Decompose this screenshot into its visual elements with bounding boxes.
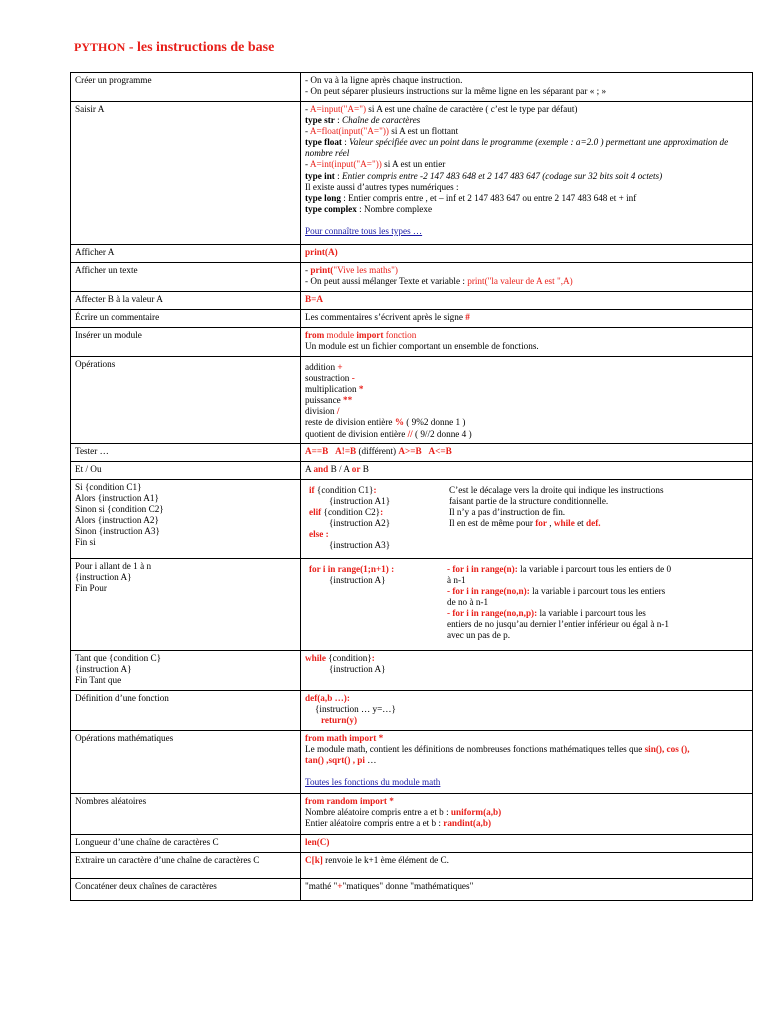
text-line	[305, 226, 748, 237]
text-line	[305, 807, 748, 818]
code-snippet: - for i in range(no,n):	[447, 585, 530, 596]
code-snippet: #	[465, 312, 470, 322]
label-line: Tant que {condition C}	[75, 652, 162, 663]
keyword: import	[356, 330, 384, 340]
keyword: if	[309, 484, 315, 495]
label-line: Pour i allant de 1 à n	[75, 560, 152, 571]
row-content	[301, 292, 753, 310]
note-line: à n-1	[447, 574, 466, 585]
text-line: - On va à la ligne après chaque instruction.	[305, 75, 463, 85]
label-line: Fin Pour	[75, 582, 107, 593]
row-label: Définition d’une fonction	[71, 690, 301, 730]
type-keyword: type str	[305, 115, 335, 126]
text-line: Il existe aussi d’autres types numériques :	[305, 181, 459, 192]
code-snippet: +	[337, 880, 343, 891]
code-snippet: B=A	[305, 294, 323, 304]
dash: -	[305, 159, 310, 170]
op-symbol: +	[337, 362, 343, 372]
row-label	[71, 650, 301, 690]
code-snippet: A=input("A=")	[309, 104, 366, 114]
op-example: ( 9%2 donne 1 )	[404, 417, 466, 428]
code-snippet: fonction	[383, 330, 417, 340]
text-snippet: "mathé "	[305, 880, 338, 891]
text-snippet: la variable i parcourt tous les	[537, 608, 646, 619]
code-line: from random import *	[305, 795, 394, 806]
text-line	[305, 777, 748, 788]
code-snippet: uniform(a,b)	[450, 806, 502, 817]
row-label: Nombres aléatoires	[71, 793, 301, 834]
note-line: entiers de no jusqu’au dernier l’entier inférieur ou égal à n-1	[447, 619, 669, 630]
row-label: Concaténer deux chaînes de caractères	[71, 878, 301, 900]
table-row	[71, 292, 753, 310]
table-row	[71, 558, 753, 650]
note-line: faisant partie de la structure conditionnelle.	[449, 495, 609, 506]
op-symbol: /	[336, 406, 340, 417]
keyword: or	[351, 463, 361, 474]
label-line: Fin Tant que	[75, 674, 122, 685]
table-row	[71, 730, 753, 793]
code-string: "Vive les maths")	[333, 265, 398, 275]
text-snippet: et	[574, 517, 587, 528]
code-snippet: {condition C1}	[314, 484, 374, 495]
op-name: addition	[305, 362, 338, 372]
op-symbol: **	[343, 395, 353, 406]
table-row	[71, 878, 753, 900]
row-content	[301, 834, 753, 852]
table-row	[71, 357, 753, 444]
text-line	[305, 159, 748, 170]
table-row	[71, 690, 753, 730]
label-line: {instruction A}	[75, 571, 132, 582]
code-snippet: print(A)	[305, 247, 338, 257]
op-line	[305, 417, 748, 428]
table-row	[71, 443, 753, 461]
text-line	[305, 755, 748, 766]
row-label: Et / Ou	[71, 461, 301, 479]
code-line: {instruction A3}	[329, 540, 391, 551]
row-content	[301, 245, 753, 263]
row-label: Opérations	[71, 357, 301, 444]
code-snippet: print("la valeur de A est ",A)	[467, 276, 573, 287]
note-line	[447, 564, 748, 575]
table-row	[71, 793, 753, 834]
row-content	[301, 310, 753, 328]
type-keyword: type int	[305, 170, 335, 181]
table-row	[71, 245, 753, 263]
label-line: Alors {instruction A1}	[75, 492, 159, 503]
note-line	[447, 586, 748, 597]
row-content	[301, 73, 753, 102]
row-label: Créer un programme	[71, 73, 301, 102]
sep: :	[334, 115, 343, 126]
label-line: Sinon {instruction A3}	[75, 526, 160, 537]
text-snippet: Les commentaires s’écrivent après le signe	[305, 312, 466, 322]
row-label: Afficher un texte	[71, 263, 301, 292]
text-snippet: renvoie le k+1 ème élément de C.	[322, 854, 449, 865]
text-snippet: A	[305, 463, 314, 474]
text-line	[305, 115, 748, 126]
note-line: C’est le décalage vers la droite qui indique les instructions	[449, 484, 664, 495]
row-content	[301, 793, 753, 834]
label-line: Fin si	[75, 537, 96, 548]
text-snippet: si A est un entier	[381, 159, 446, 170]
text-snippet: ,	[546, 517, 554, 528]
label-line: Alors {instruction A2}	[75, 514, 159, 525]
code-snippet: A=float(input("A="))	[309, 126, 389, 137]
row-label: Affecter B à la valeur A	[71, 292, 301, 310]
text-line	[305, 818, 748, 829]
type-keyword: type complex	[305, 203, 357, 214]
code-snippet: sin(), cos (),	[644, 743, 690, 754]
row-label: Extraire un caractère d’une chaîne de caractères C	[71, 852, 301, 878]
row-content	[301, 263, 753, 292]
row-content	[301, 443, 753, 461]
sep: :	[334, 170, 343, 181]
code-line	[305, 653, 748, 664]
row-label: Tester …	[71, 443, 301, 461]
code-snippet: print(	[310, 265, 334, 275]
row-content	[301, 650, 753, 690]
text-line	[305, 744, 748, 755]
code-snippet: {condition}	[325, 652, 372, 663]
text-line	[305, 330, 748, 341]
code-snippet: :	[371, 652, 375, 663]
op-line	[305, 384, 748, 395]
table-row	[71, 310, 753, 328]
op-example: ( 9//2 donne 4 )	[412, 428, 472, 439]
types-link[interactable]: Pour connaître tous les types …	[305, 225, 423, 236]
table-row	[71, 102, 753, 245]
dash: -	[305, 104, 310, 114]
text-line	[305, 104, 748, 115]
label-line: {instruction A}	[75, 663, 132, 674]
table-row	[71, 852, 753, 878]
keyword: and	[313, 463, 329, 474]
row-content	[301, 852, 753, 878]
text-snippet: - On peut aussi mélanger Texte et variable :	[305, 276, 468, 287]
table-row	[71, 73, 753, 102]
code-line: from math import *	[305, 732, 384, 743]
op-symbol: *	[358, 384, 364, 395]
text-snippet: "matiques" donne "mathématiques"	[342, 880, 474, 891]
text-line	[305, 137, 748, 159]
dash: -	[305, 126, 310, 137]
code-line	[309, 485, 449, 496]
op-name: reste de division entière	[305, 417, 395, 428]
type-desc: Entier compris entre -2 147 483 648 et 2 147 483 647 (codage sur 32 bits soit 4 octets)	[342, 170, 663, 181]
text-snippet: la variable i parcourt tous les entiers de 0	[517, 563, 672, 574]
text-snippet: Le module math, contient les définitions de nombreuses fonctions mathématiques telles que	[305, 743, 645, 754]
table-row	[71, 650, 753, 690]
keyword: while	[305, 652, 326, 663]
text-line	[305, 193, 748, 204]
note-line	[447, 608, 748, 619]
label-line: Sinon si {condition C2}	[75, 503, 164, 514]
text-line	[305, 171, 748, 182]
row-label	[71, 558, 301, 650]
code-snippet: A!=B	[335, 445, 357, 456]
type-keyword: type float	[305, 137, 342, 148]
text-snippet: …	[364, 754, 377, 765]
row-label	[71, 479, 301, 558]
text-line	[305, 204, 748, 215]
op-name: multiplication	[305, 384, 359, 395]
op-line	[305, 395, 748, 406]
code-snippet: C[k]	[305, 854, 323, 865]
table-row	[71, 461, 753, 479]
code-line	[309, 529, 449, 540]
code-line: {instruction A1}	[329, 495, 391, 506]
row-content	[301, 357, 753, 444]
type-desc: Valeur spécifiée avec un point dans le programme (exemple : a=2.0 ) permettant une approximation de nombre réel	[305, 137, 729, 159]
row-content	[301, 730, 753, 793]
row-content	[301, 558, 753, 650]
code-snippet: A==B	[305, 445, 329, 456]
code-line: return(y)	[321, 714, 358, 725]
op-line	[305, 429, 748, 440]
op-name: division	[305, 406, 337, 417]
row-label: Saisir A	[71, 102, 301, 245]
type-keyword: type long	[305, 192, 341, 203]
op-line	[305, 373, 748, 384]
row-label: Insérer un module	[71, 328, 301, 357]
code-snippet: len(C)	[305, 836, 330, 847]
keyword: while	[553, 517, 575, 528]
op-name: quotient de division entière	[305, 428, 408, 439]
title-rest: - les instructions de base	[125, 40, 275, 55]
row-label: Longueur d’une chaîne de caractères C	[71, 834, 301, 852]
op-name: soustraction	[305, 373, 352, 384]
note-line: de no à n-1	[447, 596, 489, 607]
code-snippet: - for i in range(n):	[447, 563, 518, 574]
sep: :	[342, 137, 350, 148]
text-snippet: B	[360, 463, 369, 474]
row-label: Afficher A	[71, 245, 301, 263]
row-content	[301, 102, 753, 245]
type-desc: : Nombre complexe	[356, 203, 433, 214]
keyword: elif	[309, 506, 322, 517]
type-desc: : Entier compris entre , et – inf et 2 147 483 647 ou entre 2 147 483 648 et + inf	[341, 192, 637, 203]
row-content	[301, 878, 753, 900]
code-line: {instruction A}	[329, 663, 386, 674]
table-row	[71, 328, 753, 357]
code-snippet: - for i in range(no,n,p):	[447, 608, 538, 619]
code-snippet: module	[324, 330, 357, 340]
text-snippet: Il en est de même pour	[449, 517, 536, 528]
code-snippet: A<=B	[428, 445, 452, 456]
label-line: Si {condition C1}	[75, 481, 142, 492]
op-line	[305, 362, 748, 373]
row-content	[301, 479, 753, 558]
code-snippet: A=int(input("A="))	[309, 159, 382, 170]
code-line: {instruction A}	[329, 574, 386, 585]
text-line: Un module est un fichier comportant un ensemble de fonctions.	[305, 341, 539, 352]
code-line: {instruction A2}	[329, 517, 391, 528]
title-prefix: PYTHON	[74, 40, 126, 54]
table-row	[71, 834, 753, 852]
row-label: Opérations mathématiques	[71, 730, 301, 793]
text-snippet: Entier aléatoire compris entre a et b :	[305, 817, 444, 828]
code-snippet: :	[373, 484, 377, 495]
keyword: from	[305, 330, 325, 340]
text-line	[305, 126, 748, 137]
op-symbol: -	[351, 373, 355, 384]
row-content	[301, 461, 753, 479]
keyword: def.	[586, 517, 601, 528]
op-symbol: %	[394, 417, 404, 428]
note-line: Il n’y a pas d’instruction de fin.	[449, 506, 566, 517]
text-line	[305, 276, 748, 287]
page-title	[74, 40, 274, 56]
code-snippet: randint(a,b)	[443, 817, 491, 828]
note-line: avec un pas de p.	[447, 630, 511, 641]
text-snippet: si A est un flottant	[388, 126, 459, 137]
table-row	[71, 263, 753, 292]
op-line	[305, 406, 748, 417]
text-line: - On peut séparer plusieurs instructions sur la même ligne en les séparant par « ; »	[305, 86, 607, 97]
op-symbol: //	[407, 428, 413, 439]
row-content	[301, 328, 753, 357]
dash: -	[305, 265, 311, 275]
reference-table	[70, 72, 753, 901]
math-link[interactable]: Toutes les fonctions du module math	[305, 776, 441, 787]
text-snippet: si A est une chaîne de caractère ( c’est le type par défaut)	[366, 104, 578, 114]
op-name: puissance	[305, 395, 344, 406]
text-snippet: la variable i parcourt tous les entiers	[529, 585, 666, 596]
table-row	[71, 479, 753, 558]
text-snippet: B / A	[328, 463, 352, 474]
text-snippet: Nombre aléatoire compris entre a et b :	[305, 806, 451, 817]
code-snippet: :	[380, 506, 384, 517]
type-desc: Chaîne de caractères	[342, 115, 421, 126]
note-line	[449, 518, 748, 529]
text-line	[305, 265, 748, 276]
code-line: for i in range(1;n+1) :	[309, 563, 395, 574]
code-line: def(a,b …):	[305, 692, 350, 703]
keyword: else :	[309, 529, 329, 540]
code-line: {instruction … y=…}	[315, 703, 396, 714]
code-line	[309, 507, 449, 518]
code-snippet: A>=B	[398, 445, 422, 456]
row-label: Écrire un commentaire	[71, 310, 301, 328]
row-content	[301, 690, 753, 730]
code-snippet: {condition C2}	[321, 506, 381, 517]
code-snippet: tan() ,sqrt() , pi	[305, 754, 365, 765]
text-snippet: (différent)	[356, 445, 399, 456]
keyword: for	[535, 517, 547, 528]
